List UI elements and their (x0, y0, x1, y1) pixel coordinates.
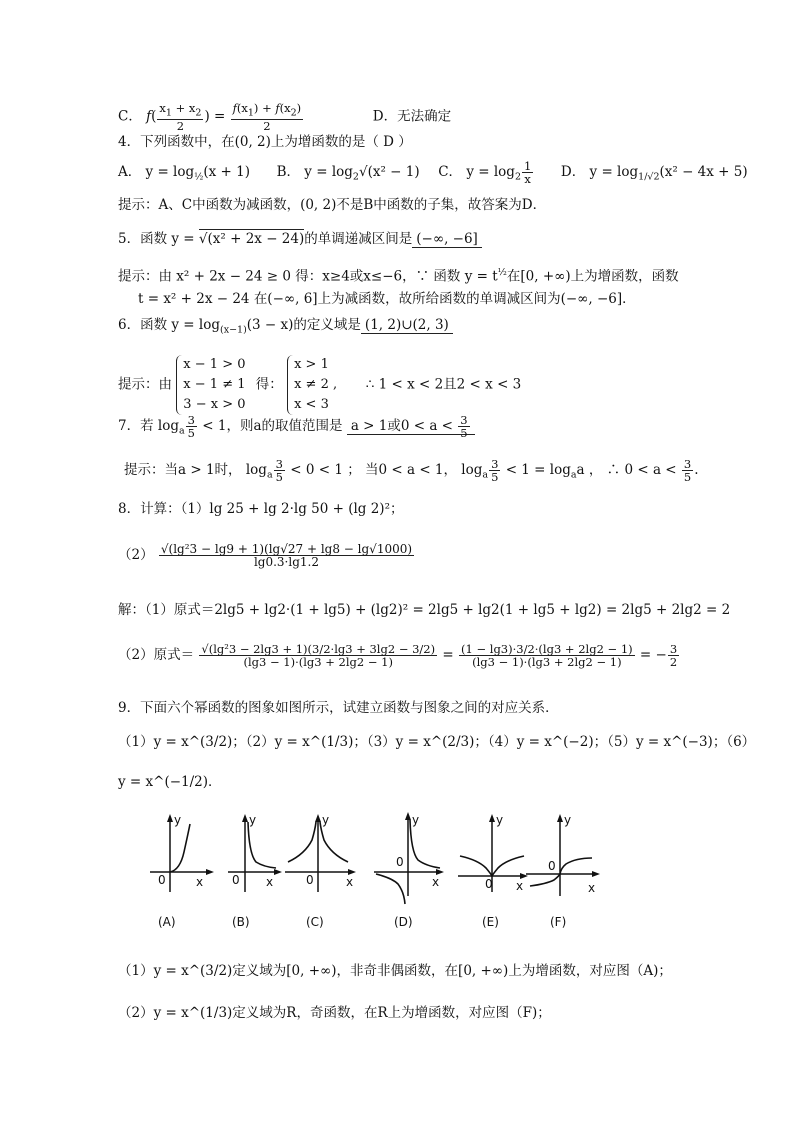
graph-b-origin: 0 (232, 873, 240, 887)
question-4: 4．下列函数中，在(0, 2)上为增函数的是（ D ） (118, 134, 412, 150)
graph-f-origin: 0 (548, 859, 556, 873)
hint-4: 提示：A、C中函数为减函数，(0, 2)不是B中函数的子集，故答案为D． (118, 197, 547, 213)
graph-a-origin: 0 (158, 873, 166, 887)
question-8: 8．计算：（1）lg 25 + lg 2·lg 50 + (lg 2)²； (118, 501, 404, 517)
graph-a-y: y (174, 813, 182, 827)
graph-a (150, 813, 214, 929)
option-c-line: C． f( $\frac{x_1 + x_2}{2}$ ) = $\frac{f(x_1) + f(x_2)}{2}$ D．无法确定 (118, 101, 452, 134)
graph-d-origin: 0 (396, 855, 404, 869)
question-9: 9．下面六个幂函数的图象如图所示，试建立函数与图象之间的对应关系． (118, 700, 559, 716)
graph-b (228, 813, 282, 929)
graph-e-y: y (496, 813, 504, 827)
graph-c-y: y (322, 813, 330, 827)
graph-d-y: y (412, 813, 420, 827)
graph-f-x: x (588, 881, 596, 895)
graph-d-x: x (432, 875, 440, 889)
solution-8-2: （2）原式＝ $\frac{\text{√(lg²3 − 2lg3 + 1)(3/2·lg3 + 3lg2 − 3/2)}}{(\lg 3 - 1)\cdot(\lg 3 + 2\lg 2 - 1)}$ = $\frac{(1 - \lg 3)\cdot 3/2\cdot(\lg 3 + 2\lg 2 - 1)}{(\lg 3 - 1)\cdot(\lg 3 + 2\lg 2 - 1)}$ = − $\frac{3}{2}$ (118, 642, 678, 669)
solution-8-1: 解：（1）原式＝2lg5 + lg2·(1 + lg5) + (lg2)² = 2lg5 + lg2(1 + lg5 + lg2) = 2lg5 + 2lg2 = 2 (118, 602, 731, 618)
graph-f-y: y (564, 813, 572, 827)
question-9-functions-cont: y = x^(−1/2)． (118, 774, 222, 790)
graph-d-label: (D) (394, 915, 413, 929)
graph-b-x: x (266, 875, 274, 889)
graph-c (285, 813, 356, 929)
graph-f (526, 813, 600, 929)
hint-6: 提示：由 x − 1 > 0 x − 1 ≠ 1 3 − x > 0 得： x > 1 x ≠ 2 , x < 3 ∴ 1 < x < 2且2 < x < 3 (118, 355, 521, 415)
graph-b-label: (B) (232, 915, 250, 929)
hint-5-line2: t = x² + 2x − 24 在(−∞, 6]上为减函数，故所给函数的单调减区间为(−∞, −6]． (138, 291, 636, 307)
question-9-functions: （1）y = x^(3/2)；（2）y = x^(1/3)；（3）y = x^(2/3)；（4）y = x^(−2)；（5）y = x^(−3)；（6） (118, 734, 756, 750)
graph-c-label: (C) (306, 915, 324, 929)
graph-e-origin: 0 (485, 877, 493, 891)
graph-d (374, 812, 444, 929)
power-function-graphs (140, 812, 610, 932)
question-5: 5．函数 y = √(x² + 2x − 24)的单调递减区间是 (−∞, −6] (118, 230, 482, 248)
graph-e-x: x (516, 879, 524, 893)
graph-a-x: x (196, 875, 204, 889)
graph-c-origin: 0 (306, 873, 314, 887)
question-7: 7．若 $\log_a$ $\frac{3}{5}$ < 1，则a的取值范围是 a > 1或0 < a < $\frac{3}{5}$ (118, 414, 475, 441)
graph-e-label: (E) (482, 915, 499, 929)
question-6: 6．函数 $y = \log_{(x-1)}(3 - x)$的定义域是 (1, 2)∪(2, 3) (118, 316, 453, 340)
question-8-part2: （2） $\frac{\text{√(lg²3 − lg9 + 1)(lg√27 + lg8 − lg√1000)}}{\lg 0.3\cdot\lg 1.2}$ (118, 542, 413, 569)
graph-b-y: y (249, 813, 257, 827)
answer-9-2: （2）y = x^(1/3)定义域为R，奇函数，在R上为增函数，对应图（F)； (118, 1005, 551, 1021)
graph-a-label: (A) (158, 915, 176, 929)
answer-9-1: （1）y = x^(3/2)定义域为[0, +∞)，非奇非偶函数，在[0, +∞)上为增函数，对应图（A)； (118, 963, 672, 979)
hint-7: 提示：当a > 1时， $\log_a$ $\frac{3}{5}$ < 0 < 1 ； 当0 < a < 1， $\log_a$ $\frac{3}{5}$ < $1 = \log_aa$ ， ∴ 0 < a < $\frac{3}{5}$ . (124, 457, 699, 484)
graph-c-x: x (346, 875, 354, 889)
graph-e (458, 813, 528, 929)
question-4-options: A． $y = \log_{\frac{1}{2}}(x + 1)$ B． $y = \log_2√(x^2 - 1)$ C． $y = \log_2$ $\frac{1}{x}$ D． $y = \log_{1/√2}(x^2 - 4x + 5)$ (118, 159, 748, 186)
hint-5-line1: 提示：由 x² + 2x − 24 ≥ 0 得：x≥4或x≤−6，∵ 函数 $y = t^{\frac{1}{2}}$在[0, +∞)上为增函数，函数 (118, 267, 679, 285)
graph-f-label: (F) (550, 915, 567, 929)
